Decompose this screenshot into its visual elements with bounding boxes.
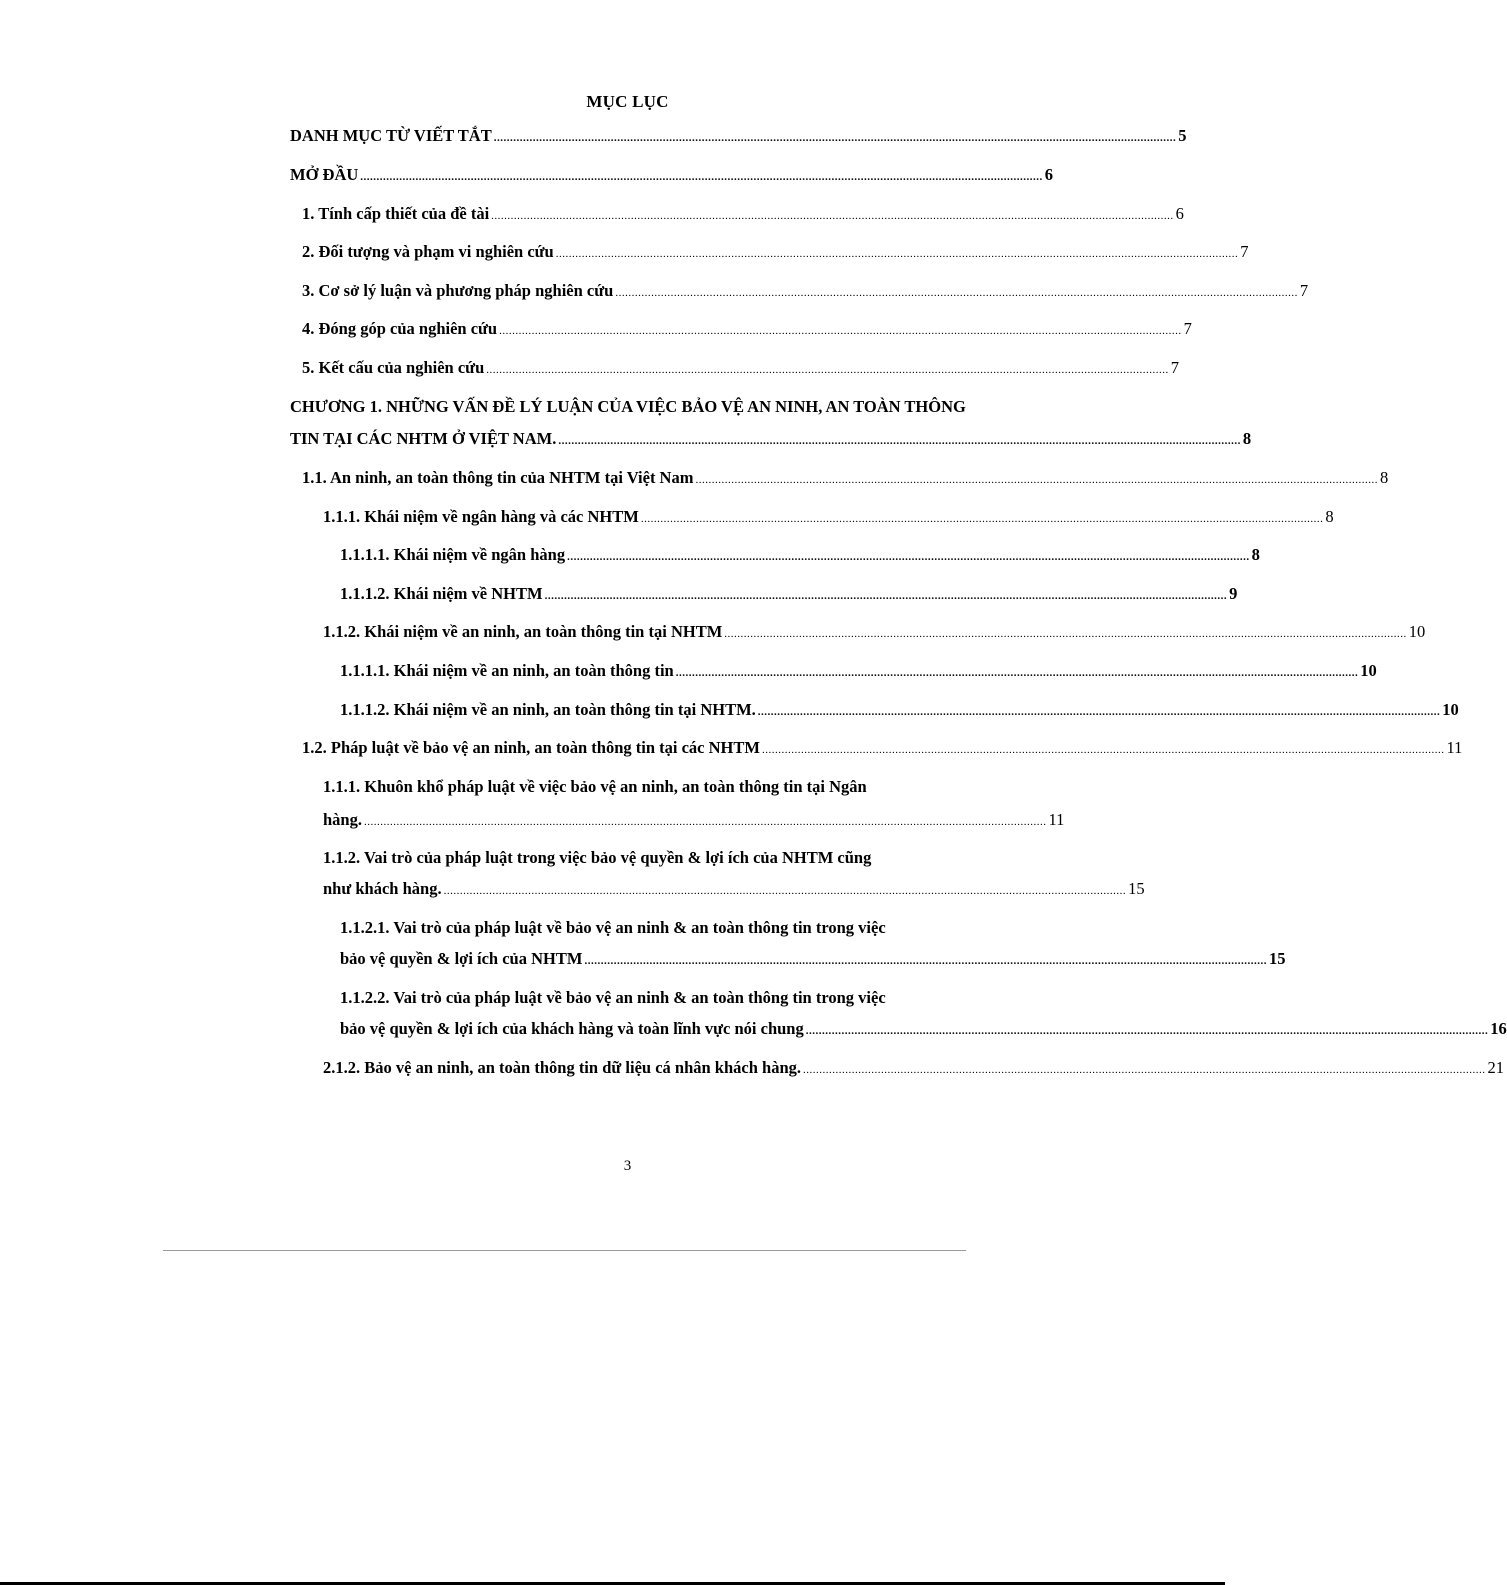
toc-entry-label: như khách hàng.	[323, 879, 442, 898]
toc-entry-page: 8	[1325, 507, 1334, 526]
toc-entry-label: 1.1. An ninh, an toàn thông tin của NHTM tại Việt Nam	[302, 468, 694, 487]
toc-leader: ..................................................................................................................................................................................................................	[558, 435, 1241, 447]
toc-entry-label: DANH MỤC TỪ VIẾT TẮT	[290, 126, 492, 145]
toc-entry-page: 6	[1044, 165, 1054, 184]
toc-entry	[302, 279, 1309, 303]
toc-entry-label: 5. Kết cấu của nghiên cứu	[302, 358, 485, 377]
toc-entry	[340, 698, 1459, 722]
toc-entry-page: 7	[1183, 319, 1192, 338]
toc-entry-line1: 1.1.2.1. Vai trò của pháp luật về bảo vệ an ninh & an toàn thông tin trong việc	[340, 918, 886, 937]
toc-entry	[323, 505, 1334, 529]
toc-leader: ..................................................................................................................................................................................................................	[803, 1064, 1486, 1076]
toc-entry	[323, 620, 1426, 644]
toc-entry-label: 3. Cơ sở lý luận và phương pháp nghiên cứu	[302, 281, 614, 300]
toc-entry-label: 1. Tính cấp thiết của đề tài	[302, 204, 490, 223]
toc-leader: ..................................................................................................................................................................................................................	[640, 513, 1324, 525]
toc-entry-page: 10	[1360, 661, 1377, 680]
toc-entry	[340, 543, 1260, 567]
toc-leader: ..................................................................................................................................................................................................................	[555, 248, 1239, 260]
toc-entry-label: 2. Đối tượng và phạm vi nghiên cứu	[302, 242, 554, 261]
toc-entry	[302, 240, 1249, 264]
toc-leader: ..................................................................................................................................................................................................................	[493, 132, 1177, 144]
toc-entry-page: 11	[1446, 738, 1463, 757]
toc-leader: ..................................................................................................................................................................................................................	[584, 955, 1267, 967]
toc-entry	[290, 163, 1054, 187]
toc-entry-page: 8	[1242, 429, 1252, 448]
toc-entry	[340, 659, 1377, 683]
toc-entry	[302, 317, 1192, 341]
toc-leader: ..................................................................................................................................................................................................................	[695, 474, 1378, 486]
toc-entry-label: 1.1.1.1. Khái niệm về ngân hàng	[340, 545, 566, 564]
toc-leader: ..................................................................................................................................................................................................................	[567, 551, 1250, 563]
toc-entry-label: 2.1.2. Bảo vệ an ninh, an toàn thông tin dữ liệu cá nhân khách hàng.	[323, 1058, 802, 1077]
toc-entry-line1: 1.1.1. Khuôn khổ pháp luật về việc bảo vệ an ninh, an toàn thông tin tại Ngân	[323, 777, 867, 796]
toc-entry	[340, 947, 1286, 971]
toc-entry-line1: 1.1.2.2. Vai trò của pháp luật về bảo vệ an ninh & an toàn thông tin trong việc	[340, 988, 886, 1007]
toc-entry	[290, 427, 1252, 451]
toc-entry	[340, 582, 1238, 606]
toc-leader: ..................................................................................................................................................................................................................	[491, 210, 1174, 222]
toc-entry-line1: 1.1.2. Vai trò của pháp luật trong việc bảo vệ quyền & lợi ích của NHTM cũng	[323, 848, 872, 867]
toc-entry	[323, 877, 1145, 901]
toc-entry	[302, 736, 1463, 760]
toc-entry	[340, 1017, 1507, 1041]
toc-entry	[302, 356, 1179, 380]
toc-leader: ..................................................................................................................................................................................................................	[499, 325, 1182, 337]
toc-leader: ..................................................................................................................................................................................................................	[615, 287, 1298, 299]
toc-entry-page: 21	[1487, 1058, 1505, 1077]
toc-entry-page: 15	[1268, 949, 1286, 968]
toc-leader: ..................................................................................................................................................................................................................	[757, 706, 1441, 718]
toc-entry-page: 7	[1170, 358, 1179, 377]
toc-entry-label: 1.1.1. Khái niệm về ngân hàng và các NHTM	[323, 507, 639, 526]
toc-entry-page: 5	[1178, 126, 1187, 145]
toc-leader: ..................................................................................................................................................................................................................	[486, 364, 1169, 376]
toc-leader: ..................................................................................................................................................................................................................	[675, 667, 1359, 679]
toc-entry-page: 8	[1251, 545, 1260, 564]
toc-entry-label: 1.1.1.2. Khái niệm về NHTM	[340, 584, 543, 603]
toc-entry	[290, 124, 1187, 148]
toc-entry-line1: CHƯƠNG 1. NHỮNG VẤN ĐỀ LÝ LUẬN CỦA VIỆC BẢO VỆ AN NINH, AN TOÀN THÔNG	[290, 397, 966, 416]
toc-entry-label: 4. Đóng góp của nghiên cứu	[302, 319, 498, 338]
toc-leader: ..................................................................................................................................................................................................................	[805, 1025, 1489, 1037]
toc-leader: ..................................................................................................................................................................................................................	[443, 885, 1127, 897]
toc-entry-label: hàng.	[323, 810, 362, 829]
toc-entry-label: bảo vệ quyền & lợi ích của NHTM	[340, 949, 583, 968]
toc-entry-label: TIN TẠI CÁC NHTM Ở VIỆT NAM.	[290, 429, 557, 448]
toc-entry	[302, 202, 1184, 226]
toc-entry-page: 10	[1408, 622, 1426, 641]
toc-leader: ..................................................................................................................................................................................................................	[544, 590, 1228, 602]
toc-entry-label: MỞ ĐẦU	[290, 165, 359, 184]
toc-entry-page: 11	[1048, 810, 1065, 829]
toc-entry-page: 15	[1128, 879, 1145, 898]
toc-entry-page: 6	[1175, 204, 1184, 223]
toc-entry	[323, 808, 1065, 832]
toc-entry-label: bảo vệ quyền & lợi ích của khách hàng và toàn lĩnh vực nói chung	[340, 1019, 804, 1038]
toc-entry-page: 9	[1229, 584, 1238, 603]
toc-entry-page: 10	[1442, 700, 1459, 719]
toc-entry-label: 1.1.1.2. Khái niệm về an ninh, an toàn thông tin tại NHTM.	[340, 700, 756, 719]
toc-entry-page: 8	[1379, 468, 1389, 487]
page-separator	[163, 1250, 966, 1251]
toc-entry-page: 7	[1240, 242, 1249, 261]
toc-entry-label: 1.1.1.1. Khái niệm về an ninh, an toàn thông tin	[340, 661, 674, 680]
toc-title: MỤC LỤC	[586, 92, 669, 111]
toc-entry-page: 7	[1299, 281, 1309, 300]
page-number: 3	[623, 1158, 632, 1174]
toc-entry-label: 1.1.2. Khái niệm về an ninh, an toàn thông tin tại NHTM	[323, 622, 723, 641]
toc-leader: ..................................................................................................................................................................................................................	[761, 744, 1445, 756]
toc-leader: ..................................................................................................................................................................................................................	[724, 628, 1407, 640]
toc-entry	[323, 1056, 1505, 1080]
toc-leader: ..................................................................................................................................................................................................................	[360, 171, 1043, 183]
toc-entry	[302, 466, 1389, 490]
toc-leader: ..................................................................................................................................................................................................................	[363, 816, 1047, 828]
toc-entry-label: 1.2. Pháp luật về bảo vệ an ninh, an toàn thông tin tại các NHTM	[302, 738, 760, 757]
toc-entry-page: 16	[1490, 1019, 1507, 1038]
